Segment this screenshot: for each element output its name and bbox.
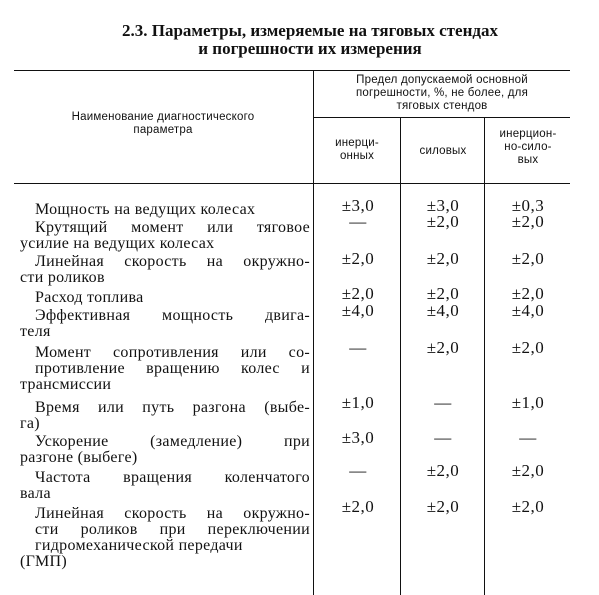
parameter-line: Линейная скорость на окружно- xyxy=(35,505,310,522)
subheader-power xyxy=(402,145,484,158)
parameter-line: Момент сопротивления или со- xyxy=(35,344,310,361)
subheader-line: вых xyxy=(517,154,539,166)
subheader-line: но-сило- xyxy=(504,141,552,153)
parameter-line: разгоне (выбеге) xyxy=(20,449,138,466)
value-inertial: — xyxy=(349,212,367,231)
value-power: — xyxy=(434,393,452,412)
header-group-rule xyxy=(314,117,570,118)
parameter-name xyxy=(20,219,310,252)
value-inertial: — xyxy=(349,338,367,357)
group-header-line: тяговых стендов xyxy=(396,100,488,112)
parameter-name xyxy=(20,505,310,570)
subheader-inertial xyxy=(315,137,399,163)
parameter-name xyxy=(20,344,310,393)
parameter-line: Ускорение (замедление) при xyxy=(35,433,310,450)
parameter-name xyxy=(35,290,310,306)
value-inertial-power: ±2,0 xyxy=(511,249,545,268)
parameter-line: Крутящий момент или тяговое xyxy=(35,219,310,236)
column-divider-3 xyxy=(484,117,485,595)
parameter-name xyxy=(20,307,310,340)
table-title-line-1: 2.3. Параметры, измеряемые на тяговых стендах xyxy=(122,21,498,40)
value-inertial: ±3,0 xyxy=(341,428,375,447)
parameter-line: усилие на ведущих колесах xyxy=(20,235,215,252)
value-inertial: ±4,0 xyxy=(341,301,375,320)
group-header-line: погрешности, %, не более, для xyxy=(355,87,529,99)
value-inertial: — xyxy=(349,461,367,480)
value-inertial-power: ±2,0 xyxy=(511,461,545,480)
param-column-header xyxy=(20,111,306,137)
value-inertial: ±3,0 xyxy=(341,196,375,215)
subheader-line: инерцион- xyxy=(499,128,557,140)
parameter-line: Мощность на ведущих колесах xyxy=(35,201,256,218)
parameter-line: теля xyxy=(20,323,51,340)
value-power: ±2,0 xyxy=(426,338,460,357)
value-inertial-power: ±2,0 xyxy=(511,497,545,516)
value-power: ±2,0 xyxy=(426,249,460,268)
parameter-name xyxy=(20,253,310,286)
value-power: ±4,0 xyxy=(426,301,460,320)
parameter-line: сти роликов xyxy=(20,269,105,286)
subheader-line: онных xyxy=(339,150,375,162)
group-header-line: Предел допускаемой основной xyxy=(356,74,528,86)
value-power: ±3,0 xyxy=(426,196,460,215)
value-power: ±2,0 xyxy=(426,212,460,231)
value-inertial-power: ±2,0 xyxy=(511,338,545,357)
parameter-name xyxy=(20,469,310,502)
value-inertial-power: ±2,0 xyxy=(511,212,545,231)
parameter-line: Время или путь разгона (выбе- xyxy=(35,399,310,416)
value-inertial: ±2,0 xyxy=(341,497,375,516)
value-inertial: ±1,0 xyxy=(341,393,375,412)
parameter-line: га) xyxy=(20,415,40,432)
table-top-rule xyxy=(14,70,570,71)
column-divider-1 xyxy=(313,70,314,595)
parameter-line: Эффективная мощность двига- xyxy=(35,307,310,324)
value-power: ±2,0 xyxy=(426,284,460,303)
value-inertial-power: ±0,3 xyxy=(511,196,545,215)
value-inertial-power: — xyxy=(519,428,537,447)
value-inertial-power: ±4,0 xyxy=(511,301,545,320)
subheader-inertial-power xyxy=(486,128,570,167)
subheader-line: инерци- xyxy=(335,137,379,149)
parameter-line: сти роликов при переключении xyxy=(35,521,310,538)
parameter-line: гидромеханической передачи xyxy=(35,537,243,554)
parameter-name xyxy=(20,433,310,466)
value-inertial-power: ±2,0 xyxy=(511,284,545,303)
parameter-line: Линейная скорость на окружно- xyxy=(35,253,310,270)
column-divider-2 xyxy=(400,117,401,595)
param-header-line: Наименование диагностического xyxy=(71,111,255,123)
subheader-line: силовых xyxy=(419,145,467,157)
value-power: — xyxy=(434,428,452,447)
param-header-line: параметра xyxy=(133,124,193,136)
value-power: ±2,0 xyxy=(426,461,460,480)
value-inertial-power: ±1,0 xyxy=(511,393,545,412)
parameter-line: Частота вращения коленчатого xyxy=(35,469,310,486)
parameter-line: трансмиссии xyxy=(20,376,112,393)
header-bottom-rule xyxy=(14,183,570,184)
parameter-name xyxy=(35,202,310,218)
value-inertial: ±2,0 xyxy=(341,249,375,268)
parameter-line: противление вращению колес и xyxy=(35,360,310,377)
parameter-line: (ГМП) xyxy=(20,553,67,570)
parameter-line: Расход топлива xyxy=(35,289,144,306)
value-inertial: ±2,0 xyxy=(341,284,375,303)
parameter-name xyxy=(20,399,310,432)
value-power: ±2,0 xyxy=(426,497,460,516)
table-title-line-2: и погрешности их измерения xyxy=(198,39,422,58)
parameter-line: вала xyxy=(20,485,51,502)
error-limit-group-header xyxy=(316,74,568,113)
